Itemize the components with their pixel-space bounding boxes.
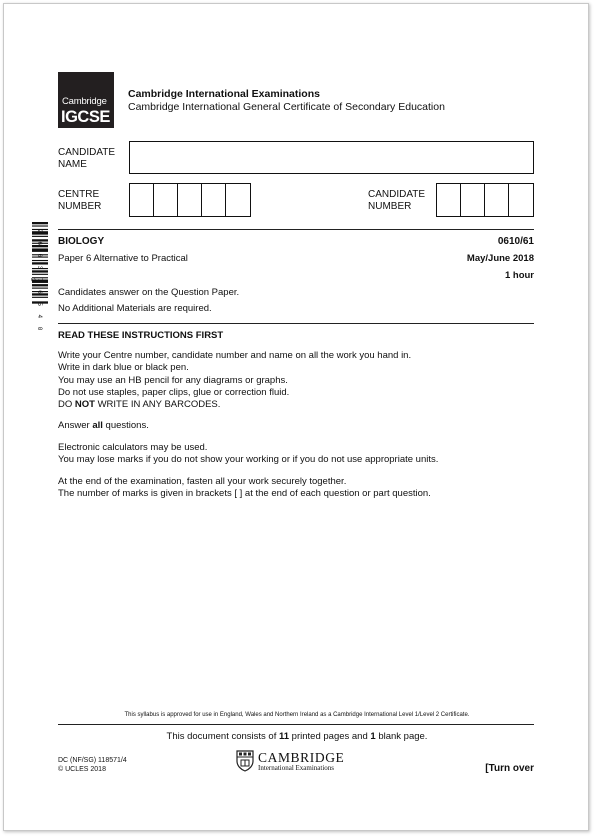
digit-box[interactable] xyxy=(202,184,226,216)
instruction-line: You may lose marks if you do not show your working or if you do not use appropriate units. xyxy=(58,454,439,466)
instruction-line: Electronic calculators may be used. xyxy=(58,442,208,453)
org-name: Cambridge International Examinations xyxy=(128,88,320,100)
digit-box[interactable] xyxy=(226,184,250,216)
barcode-number: 2 6 6 3 7 6 5 4 0 2 xyxy=(29,229,43,333)
instruction-line: Write in dark blue or black pen. xyxy=(58,362,189,374)
centre-number-field[interactable] xyxy=(129,183,251,217)
answer-all-line: Answer all questions. xyxy=(58,420,149,431)
digit-box[interactable] xyxy=(178,184,202,216)
centre-number-label: CENTRE NUMBER xyxy=(58,189,102,212)
digit-box[interactable] xyxy=(130,184,154,216)
side-barcode xyxy=(28,222,48,334)
syllabus-note: This syllabus is approved for use in England, Wales and Northern Ireland as a Cambridge International Level 1/Level 2 Certificate. xyxy=(124,712,470,718)
instructions-heading: READ THESE INSTRUCTIONS FIRST xyxy=(58,330,224,341)
materials-note: No Additional Materials are required. xyxy=(58,303,212,314)
candidate-number-label: CANDIDATE NUMBER xyxy=(368,189,426,212)
divider xyxy=(58,323,534,324)
digit-box[interactable] xyxy=(509,184,533,216)
logo-small-text: Cambridge xyxy=(62,96,107,107)
cambridge-logo xyxy=(236,750,366,774)
paper-code: 0610/61 xyxy=(497,236,534,247)
digit-box[interactable] xyxy=(437,184,461,216)
instruction-line: DO NOT WRITE IN ANY BARCODES. xyxy=(58,399,221,411)
qualification-name: Cambridge International General Certificate of Secondary Education xyxy=(128,101,445,113)
instruction-line: Write your Centre number, candidate number and name on all the work you hand in. xyxy=(58,350,412,361)
turn-over-label: [Turn over xyxy=(485,763,534,774)
answer-on-note: Candidates answer on the Question Paper. xyxy=(58,287,240,298)
instruction-line: You may use an HB pencil for any diagrams or graphs. xyxy=(58,374,288,386)
barcode-bar xyxy=(32,222,48,224)
subject-title: BIOLOGY xyxy=(58,236,105,247)
exam-duration: 1 hour xyxy=(504,270,534,281)
page-count-note: This document consists of 11 printed pages and 1 blank page. xyxy=(166,731,428,742)
document-code: DC (NF/SG) 118571/4 © UCLES 2018 xyxy=(58,757,127,773)
digit-box[interactable] xyxy=(461,184,485,216)
calculator-block xyxy=(58,442,438,467)
digit-box[interactable] xyxy=(485,184,509,216)
crest-icon xyxy=(236,750,254,772)
instructions-block xyxy=(58,350,411,411)
candidate-name-field[interactable] xyxy=(129,141,534,174)
candidate-number-field[interactable] xyxy=(436,183,534,217)
cambridge-wordmark: CAMBRIDGE xyxy=(258,750,345,765)
igcse-logo xyxy=(58,72,114,128)
instruction-line: Do not use staples, paper clips, glue or correction fluid. xyxy=(58,386,290,398)
cambridge-subtitle: International Examinations xyxy=(258,764,335,772)
instruction-line: At the end of the examination, fasten all your work securely together. xyxy=(58,476,347,487)
digit-box[interactable] xyxy=(154,184,178,216)
instruction-line: The number of marks is given in brackets [ ] at the end of each question or part question. xyxy=(58,488,431,500)
divider xyxy=(58,724,534,725)
end-of-exam-block xyxy=(58,476,431,501)
exam-session: May/June 2018 xyxy=(466,253,534,264)
candidate-name-label: CANDIDATE NAME xyxy=(58,147,116,170)
logo-big-text: IGCSE xyxy=(61,108,110,126)
divider xyxy=(58,229,534,230)
paper-title: Paper 6 Alternative to Practical xyxy=(58,253,188,264)
